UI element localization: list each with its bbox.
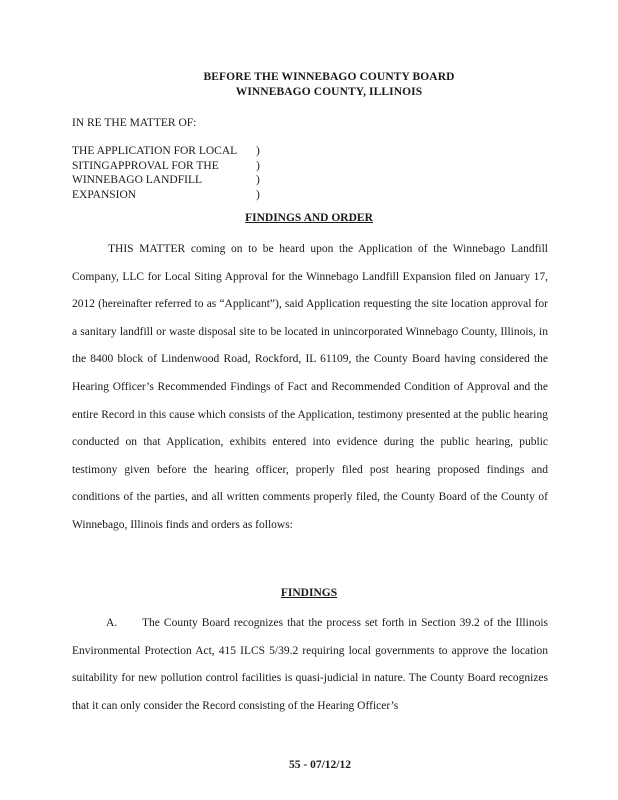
- caption-row: [72, 159, 266, 174]
- caption-paren: ): [256, 188, 260, 201]
- finding-a-label: A.: [106, 617, 118, 629]
- board-header-line-2: WINNEBAGO COUNTY, ILLINOIS: [235, 86, 423, 98]
- intro-paragraph: [72, 236, 548, 540]
- board-header: [0, 70, 618, 100]
- intro-paragraph-text: THIS MATTER coming on to be heard upon the Application of the Winnebago Landfill Company, LLC for Local Siting Approval for the Winnebago Landfill Expansion filed on January 17, 2012 (hereinafter referred to as “Applicant”), said Application requesting the site location approval for a sanitary landfill or waste disposal site to be located in unincorporated Winnebago County, Illinois, in the 8400 block of Lindenwood Road, Rockford, IL 61109, the County Board having considered the Hearing Officer’s Recommended Findings of Fact and Recommended Condition of Approval and the entire Record in this cause which consists of the Application, testimony presented at the public hearing conducted on that Application, exhibits entered into evidence during the public hearing, public testimony given before the hearing officer, properly filed post hearing proposed findings and conditions of the parties, and all written comments properly filed, the County Board of the County of Winnebago, Illinois finds and orders as follows:: [72, 243, 548, 531]
- case-caption: [72, 144, 266, 202]
- matter-label: IN RE THE MATTER OF:: [72, 117, 197, 129]
- finding-a-text: The County Board recognizes that the process set forth in Section 39.2 of the Illinois Environmental Protection Act, 415 ILCS 5/39.2 requiring local governments to approve the location suitability for new pollution control facilities is quasi-judicial in nature. The County Board recognizes that it can only consider the Record consisting of the Hearing Officer’s: [72, 617, 548, 712]
- finding-a-paragraph: [72, 610, 548, 720]
- caption-text: WINNEBAGO LANDFILL: [72, 174, 202, 186]
- board-header-line-1: BEFORE THE WINNEBAGO COUNTY BOARD: [203, 71, 455, 83]
- page-footer-text: 55 - 07/12/12: [289, 759, 351, 771]
- caption-row: [72, 173, 266, 188]
- caption-text: THE APPLICATION FOR LOCAL: [72, 145, 238, 157]
- findings-heading: FINDINGS: [280, 587, 338, 599]
- caption-paren: ): [256, 145, 260, 157]
- caption-row: [72, 144, 266, 159]
- caption-row: [72, 188, 266, 203]
- caption-paren: ): [256, 159, 260, 172]
- caption-text: EXPANSION: [72, 188, 137, 201]
- caption-paren: ): [256, 174, 260, 186]
- findings-and-order-heading: FINDINGS AND ORDER: [245, 212, 373, 224]
- caption-text: SITINGAPPROVAL FOR THE: [72, 159, 219, 172]
- page-footer: [0, 759, 618, 771]
